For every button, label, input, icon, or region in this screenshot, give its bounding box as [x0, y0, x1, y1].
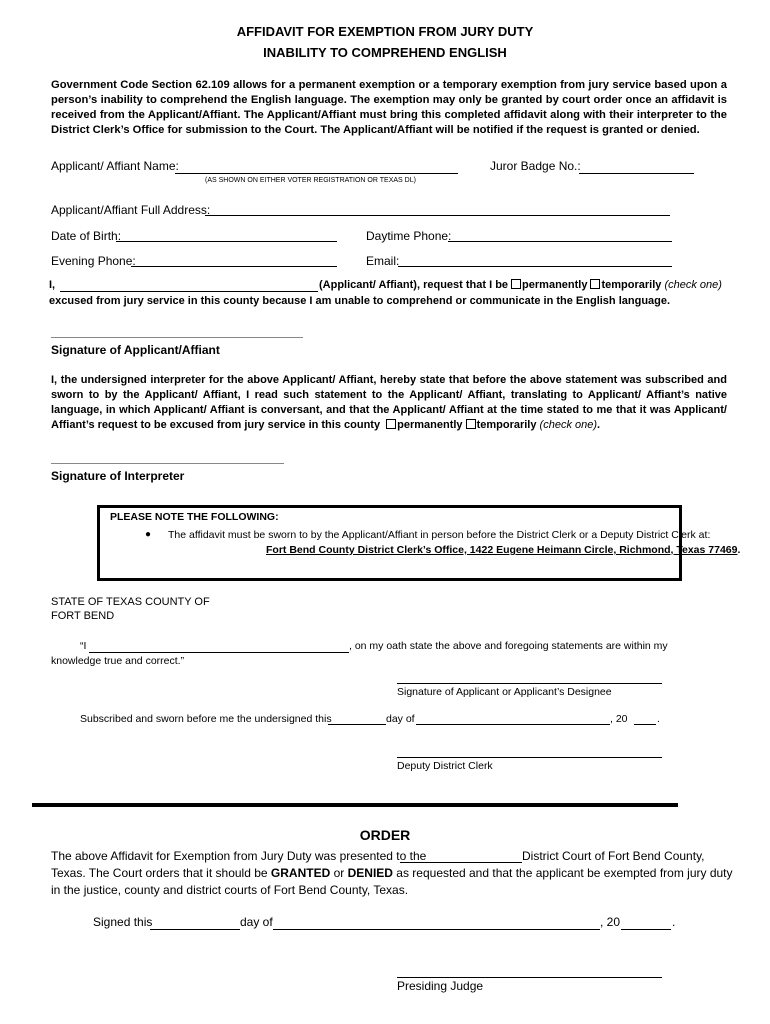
order-line2 [51, 866, 733, 880]
oath-open: “I [80, 640, 87, 652]
interp-permanently-checkbox[interactable] [386, 419, 396, 429]
interp-check-one-label: (check one) [539, 419, 598, 431]
dob-label: Date of Birth: [51, 229, 122, 243]
interp-end: . [597, 419, 601, 431]
state-line2: FORT BEND [51, 610, 115, 622]
interpreter-signature-line[interactable] [51, 463, 284, 464]
judge-signature-line[interactable] [397, 977, 662, 978]
address-label: Applicant/Affiant Full Address: [51, 203, 211, 217]
name-note: (AS SHOWN ON EITHER VOTER REGISTRATION OR TEXAS DL) [205, 177, 416, 184]
document-subtitle: INABILITY TO COMPREHEND ENGLISH [263, 45, 507, 60]
granted-label: GRANTED [270, 866, 331, 880]
name-field[interactable] [175, 173, 458, 174]
order-heading: ORDER [359, 827, 411, 843]
signed-end: . [672, 915, 676, 929]
bullet-icon: ● [145, 529, 152, 540]
order-line1-suffix: District Court of Fort Bend County, [522, 849, 705, 863]
state-line1: STATE OF TEXAS COUNTY OF [51, 596, 210, 608]
order-line2-a: Texas. The Court orders that it should be [51, 866, 268, 880]
deputy-signature-line[interactable] [397, 757, 662, 758]
request-line [319, 279, 722, 291]
note-address: Fort Bend County District Clerk’s Office, 1422 Eugene Heimann Circle, Richmond, Texas 77469 [266, 544, 738, 556]
subscribed-day-field[interactable] [328, 724, 386, 725]
or-label: or [333, 866, 345, 880]
subscribed-month-field[interactable] [416, 724, 610, 725]
request-prefix: I, [49, 279, 56, 291]
note-address-line [266, 544, 740, 556]
check-one-label: (check one) [664, 279, 722, 291]
applicant-signature-line[interactable] [51, 337, 303, 338]
signed-year-field[interactable] [621, 929, 671, 930]
section-divider [32, 803, 678, 807]
designee-signature-label: Signature of Applicant or Applicant’s Designee [397, 686, 612, 698]
signed-month-field[interactable] [273, 929, 600, 930]
request-line2: excused from jury service in this county because I am unable to comprehend or communicate in the English language. [49, 295, 671, 307]
interpreter-text: I, the undersigned interpreter for the above Applicant/ Affiant, hereby state that before the above statement was subscribed and sworn to by the Applicant/ Affiant, I read such statement to the Applicant/ Affiant, translating to Applicant/ Affiant’s native language, in which Applicant/ Affiant is conversant, and that the Applicant/ Affiant at the time stated to me that it was Applicant/ Affiant’s request to be excused from jury service in this county [51, 374, 727, 431]
interp-permanently-label: permanently [397, 419, 463, 431]
interpreter-signature-label: Signature of Interpreter [51, 469, 185, 483]
applicant-signature-label: Signature of Applicant/Affiant [51, 343, 220, 357]
temporarily-checkbox[interactable] [590, 279, 600, 289]
day-phone-label: Daytime Phone: [366, 229, 452, 243]
note-bullet-text: The affidavit must be sworn to by the Applicant/Affiant in person before the District Clerk or a Deputy District Clerk at: [168, 529, 711, 541]
email-field[interactable] [398, 266, 672, 267]
intro-paragraph: Government Code Section 62.109 allows for a permanent exemption or a temporary exemption from jury service based upon a person’s inability to comprehend the English language. The exemption may only be granted by court order once an affidavit is received from the Applicant/Affiant. The Applicant/Affiant must bring this completed affidavit along with their interpreter to the District Clerk’s Office for submission to the Court. The Applicant/Affiant will be notified if the request is granted or denied. [51, 79, 727, 136]
email-label: Email: [366, 254, 400, 268]
subscribed-year-field[interactable] [634, 724, 656, 725]
document-title: AFFIDAVIT FOR EXEMPTION FROM JURY DUTY [236, 24, 534, 39]
order-line3: in the justice, county and district courts of Fort Bend County, Texas. [51, 883, 409, 897]
oath-line2: knowledge true and correct.” [51, 655, 185, 667]
interp-temporarily-checkbox[interactable] [466, 419, 476, 429]
permanently-label: permanently [522, 279, 588, 291]
request-name-field[interactable] [60, 291, 318, 292]
signed-this-label: Signed this [93, 915, 153, 929]
address-field[interactable] [205, 215, 670, 216]
oath-name-field[interactable] [89, 652, 349, 653]
signed-day-field[interactable] [150, 929, 240, 930]
order-line1-prefix: The above Affidavit for Exemption from Jury Duty was presented to the [51, 849, 427, 863]
order-line2-b: as requested and that the applicant be exempted from jury duty [396, 866, 733, 880]
note-end: . [737, 544, 741, 556]
interpreter-paragraph [51, 373, 727, 433]
subscribed-prefix: Subscribed and sworn before me the undersigned this [80, 713, 332, 725]
order-court-field[interactable] [400, 862, 522, 863]
evening-phone-field[interactable] [131, 266, 337, 267]
subscribed-end: . [657, 713, 660, 725]
oath-after-line: , on my oath state the above and foregoing statements are within my [349, 640, 668, 652]
evening-phone-label: Evening Phone: [51, 254, 136, 268]
interp-temporarily-label: temporarily [476, 419, 537, 431]
designee-signature-line[interactable] [397, 683, 662, 684]
permanently-checkbox[interactable] [511, 279, 521, 289]
dob-field[interactable] [116, 241, 337, 242]
request-middle: (Applicant/ Affiant), request that I be [319, 279, 509, 291]
badge-label: Juror Badge No.: [490, 159, 581, 173]
deputy-label: Deputy District Clerk [397, 760, 493, 772]
note-heading: PLEASE NOTE THE FOLLOWING: [110, 511, 279, 523]
presiding-judge-label: Presiding Judge [397, 979, 484, 993]
signed-year: , 20 [600, 915, 621, 929]
signed-day-of: day of [240, 915, 273, 929]
subscribed-day-of: day of [386, 713, 415, 725]
badge-field[interactable] [579, 173, 694, 174]
denied-label: DENIED [347, 866, 393, 880]
day-phone-field[interactable] [448, 241, 672, 242]
name-label: Applicant/ Affiant Name: [51, 159, 179, 173]
temporarily-label: temporarily [601, 279, 662, 291]
subscribed-year: , 20 [610, 713, 628, 725]
